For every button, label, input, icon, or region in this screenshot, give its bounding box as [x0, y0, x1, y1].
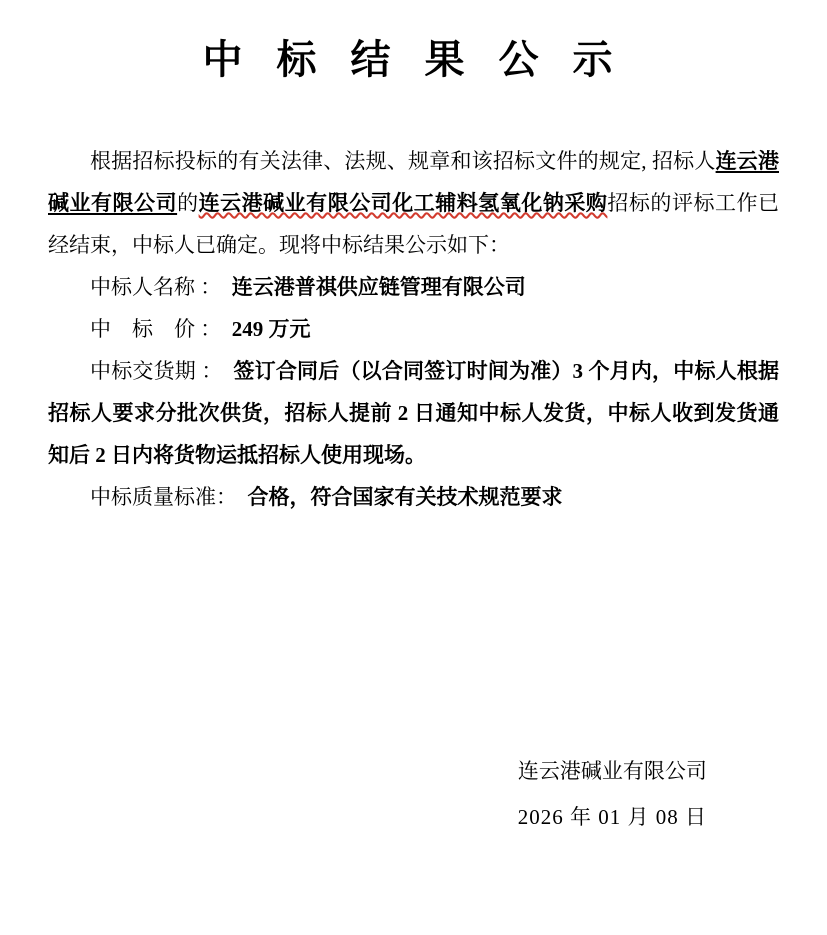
field-winning-price-label: 中 标 价 ：: [90, 317, 222, 341]
intro-lead: 根据招标投标的有关法律、法规、规章和该招标文件的规定, 招标人: [90, 149, 716, 173]
field-winning-price-value: 249 万元: [231, 317, 311, 341]
field-winner-name-label: 中标人名称 ：: [90, 275, 222, 299]
document-page: [0, 32, 827, 935]
page-title: 中 标 结 果 公 示: [202, 37, 625, 82]
project-name: 连云港碱业有限公司化工辅料氢氧化钠采购: [198, 191, 608, 215]
document-body: [48, 140, 779, 518]
field-delivery-period: [48, 350, 779, 476]
field-delivery-period-label: 中标交货期 ：: [90, 359, 223, 383]
intro-paragraph: [48, 140, 779, 266]
field-quality-standard: [48, 476, 779, 518]
field-delivery-period-value: 签订合同后（以合同签订时间为准）3 个月内，中标人根据招标人要求分批次供货，招标人提前 2 日通知中标人发货，中标人收到发货通知后 2 日内将货物运抵招标人使用现场。: [48, 359, 780, 467]
field-winner-name-value: 连云港普祺供应链管理有限公司: [231, 275, 526, 299]
field-quality-standard-label: 中标质量标准：: [90, 485, 237, 509]
signature-issuer: 连云港碱业有限公司: [517, 759, 707, 783]
intro-mid: 的: [177, 191, 199, 215]
signature-date: 2026 年 01 月 08 日: [517, 805, 707, 829]
tenderer-name: 连云港碱业有限公司: [48, 149, 779, 215]
signature-block: [518, 748, 707, 840]
field-winner-name: [48, 266, 779, 308]
intro-tail: 招标的评标工作已经结束，中标人已确定。现将中标结果公示如下：: [48, 191, 780, 257]
field-quality-standard-value: 合格，符合国家有关技术规范要求: [247, 485, 563, 509]
field-winning-price: [48, 308, 779, 350]
